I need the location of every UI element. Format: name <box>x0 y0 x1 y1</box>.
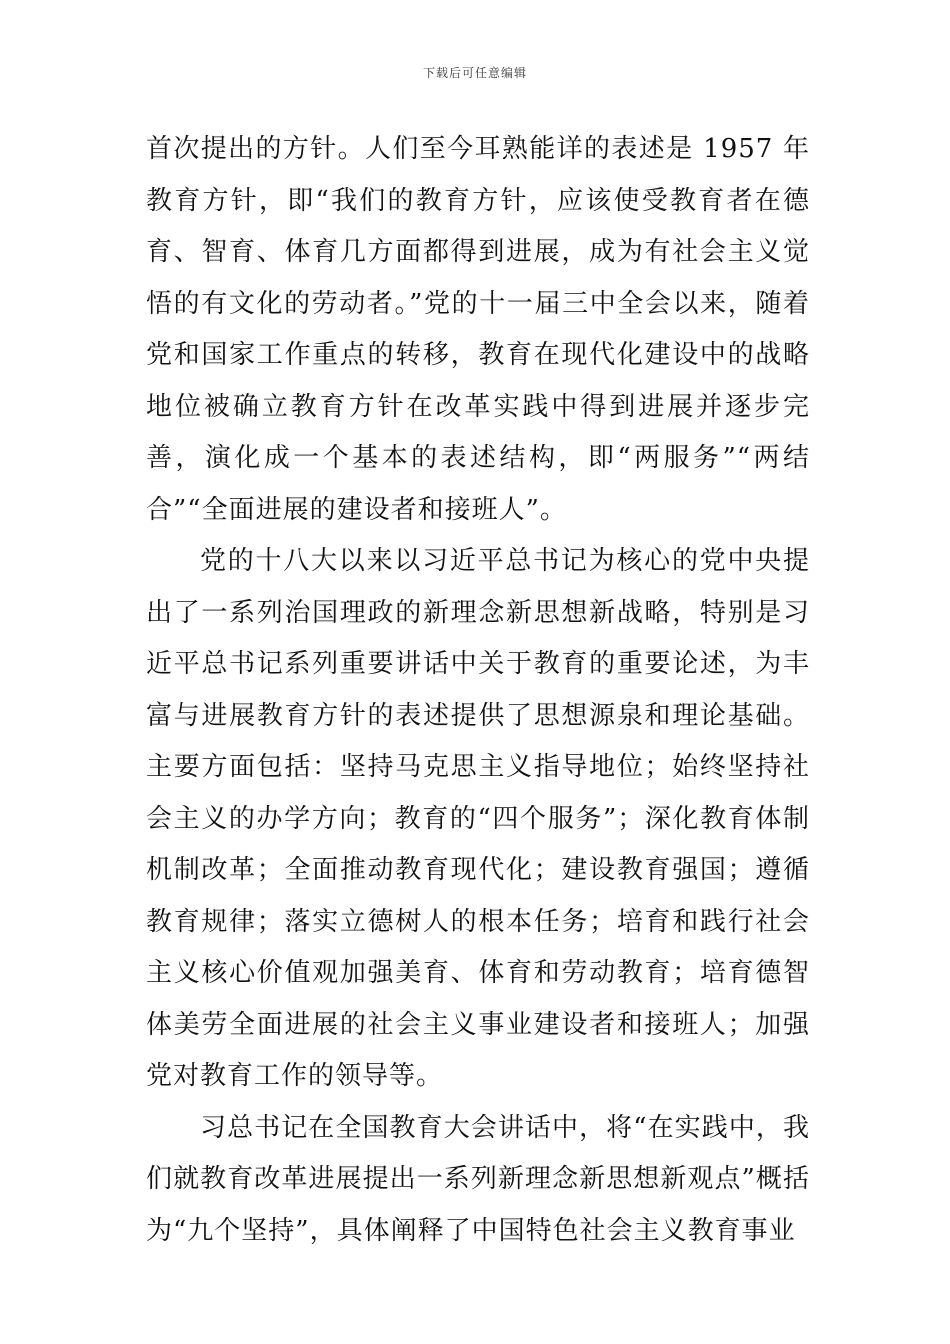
document-body <box>146 124 810 1257</box>
paragraph-education-conference: 习总书记在全国教育大会讲话中，将“在实践中，我们就教育改革进展提出一系列新理念新思想新观点”概括为“九个坚持”，具体阐释了中国特色社会主义教育事业 <box>146 1112 810 1246</box>
page-header-note: 下载后可任意编辑 <box>422 66 527 80</box>
paragraph-party-congress: 党的十八大以来以习近平总书记为核心的党中央提出了一系列治国理政的新理念新思想新战略，特别是习近平总书记系列重要讲话中关于教育的重要论述，为丰富与进展教育方针的表述提供了思想源泉和理论基础。主要方面包括：坚持马克思主义指导地位；始终坚持社会主义的办学方向；教育的“四个服务”；深化教育体制机制改革；全面推动教育现代化；建设教育强国；遵循教育规律；落实立德树人的根本任务；培育和践行社会主义核心价值观加强美育、体育和劳动教育；培育德智体美劳全面进展的社会主义事业建设者和接班人；加强党对教育工作的领导等。 <box>146 546 810 1091</box>
paragraph-continuation: 首次提出的方针。人们至今耳熟能详的表述是 1957 年教育方针，即“我们的教育方针，应该使受教育者在德育、智育、体育几方面都得到进展，成为有社会主义觉悟的有文化的劳动者。”党的十一届三中全会以来，随着党和国家工作重点的转移，教育在现代化建设中的战略地位被确立教育方针在改革实践中得到进展并逐步完善，演化成一个基本的表述结构，即“两服务”“两结合”“全面进展的建设者和接班人”。 <box>146 134 810 525</box>
